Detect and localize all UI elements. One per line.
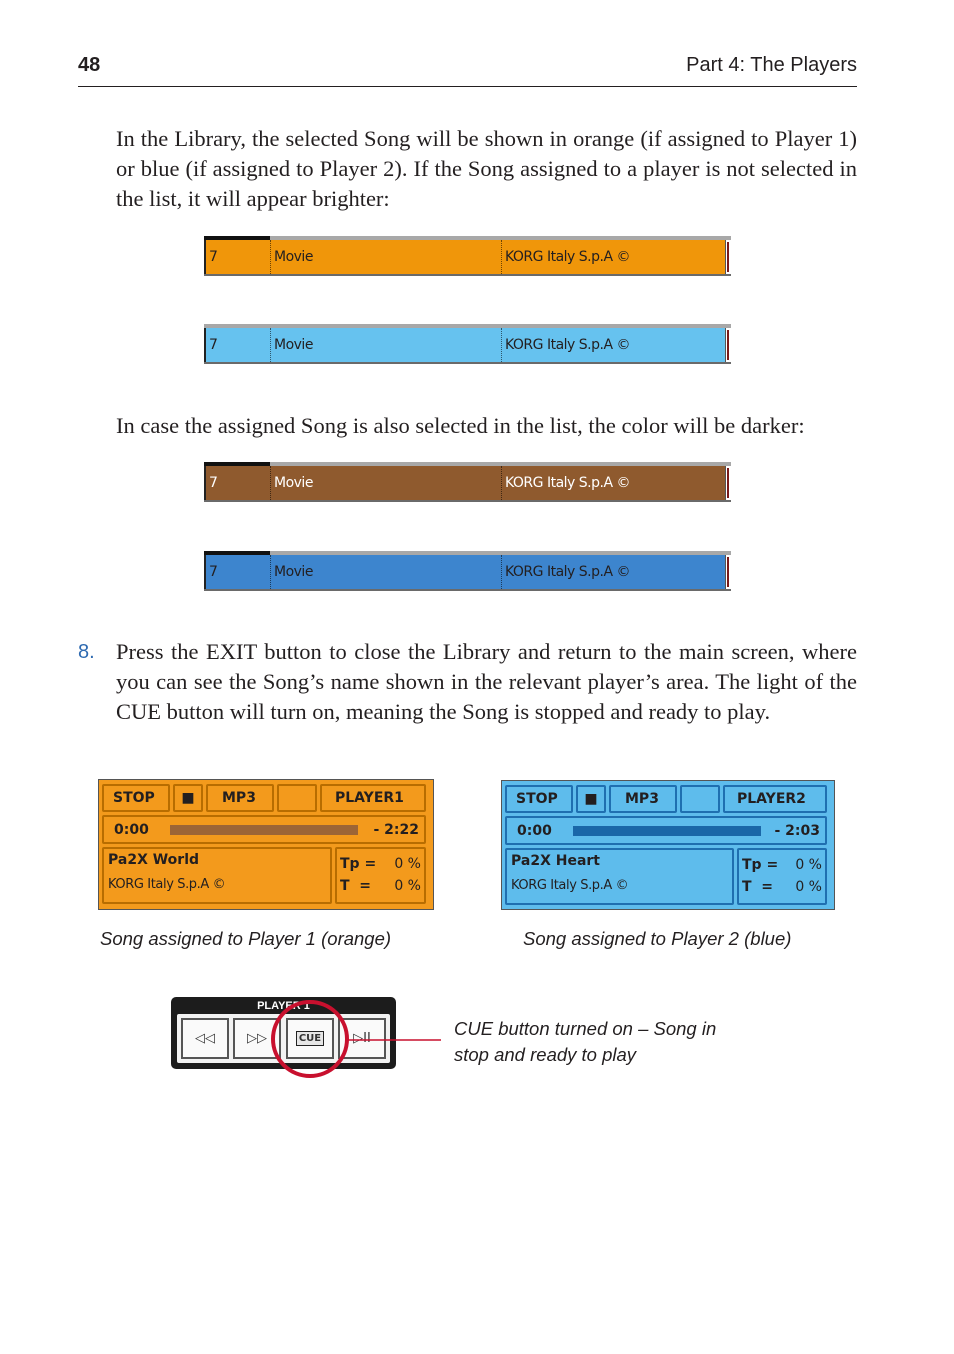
row-copyright: KORG Italy S.p.A © — [501, 328, 630, 362]
player1-song: Pa2X World — [108, 852, 200, 868]
row-number: 7 — [209, 249, 218, 265]
player1-tp-value: 0 % — [394, 856, 421, 872]
row-title: Movie — [270, 240, 502, 274]
player1-copyright: KORG Italy S.p.A © — [108, 877, 226, 892]
player2-status: STOP — [505, 785, 573, 813]
player1-tp-label: Tp = — [340, 856, 377, 872]
fast-forward-icon: ▷▷ — [247, 1031, 267, 1046]
row-number: 7 — [209, 337, 218, 353]
paragraph-darker-colors: In case the assigned Song is also selected in the list, the color will be darker: — [116, 413, 805, 438]
player2-stop-icon: ■ — [576, 785, 606, 813]
row-title: Movie — [270, 466, 502, 500]
rewind-icon: ◁◁ — [195, 1031, 215, 1046]
row-title: Movie — [270, 555, 502, 589]
player2-name: PLAYER2 — [723, 785, 827, 813]
player2-tp-label: Tp = — [742, 857, 779, 873]
step-number: 8. — [78, 641, 95, 663]
player1-format: MP3 — [206, 784, 274, 812]
player1-t-label: T = — [340, 878, 372, 894]
player2-remaining: - 2:03 — [774, 822, 820, 839]
player1-stop-icon: ■ — [173, 784, 203, 812]
row-copyright: KORG Italy S.p.A © — [501, 466, 630, 500]
player1-time: 0:00 — [114, 821, 149, 838]
player2-caption: Song assigned to Player 2 (blue) — [523, 928, 792, 949]
player2-t-value: 0 % — [795, 879, 822, 895]
player2-format: MP3 — [609, 785, 677, 813]
player1-t-value: 0 % — [394, 878, 421, 894]
player2-song: Pa2X Heart — [511, 853, 600, 869]
cue-caption-line2: stop and ready to play — [454, 1044, 637, 1065]
row-copyright: KORG Italy S.p.A © — [501, 240, 630, 274]
player1-status: STOP — [102, 784, 170, 812]
paragraph-exit-instructions: Press the EXIT button to close the Library and return to the main screen, where you can see the Song’s name shown in the relevant player’s area. The light of the CUE button will turn on, meaning the Song is stopped and ready to play. — [116, 639, 857, 724]
player2-t-label: T = — [742, 879, 774, 895]
section-title: Part 4: The Players — [686, 54, 857, 76]
row-title: Movie — [270, 328, 502, 362]
player1-caption: Song assigned to Player 1 (orange) — [100, 928, 392, 949]
player2-time: 0:00 — [517, 822, 552, 839]
row-copyright: KORG Italy S.p.A © — [501, 555, 630, 589]
play-pause-icon: ▷II — [353, 1031, 371, 1046]
cue-caption-line1: CUE button turned on – Song in — [454, 1018, 717, 1039]
row-number: 7 — [209, 564, 218, 580]
cue-highlight-circle — [273, 1002, 347, 1076]
paragraph-library-colors: In the Library, the selected Song will be shown in orange (if assigned to Player 1) or blue (if assigned to Player 2). If the Song assigned to a player is not selected in the list, it will appear brighter: — [116, 126, 857, 211]
player1-remaining: - 2:22 — [373, 821, 419, 838]
player2-tp-value: 0 % — [795, 857, 822, 873]
cue-button-label: CUE — [296, 1031, 324, 1046]
row-number: 7 — [209, 475, 218, 491]
transport-label: PLAYER 1 — [257, 1000, 310, 1012]
player2-copyright: KORG Italy S.p.A © — [511, 878, 629, 893]
player1-name: PLAYER1 — [320, 784, 426, 812]
page-number: 48 — [78, 54, 101, 76]
